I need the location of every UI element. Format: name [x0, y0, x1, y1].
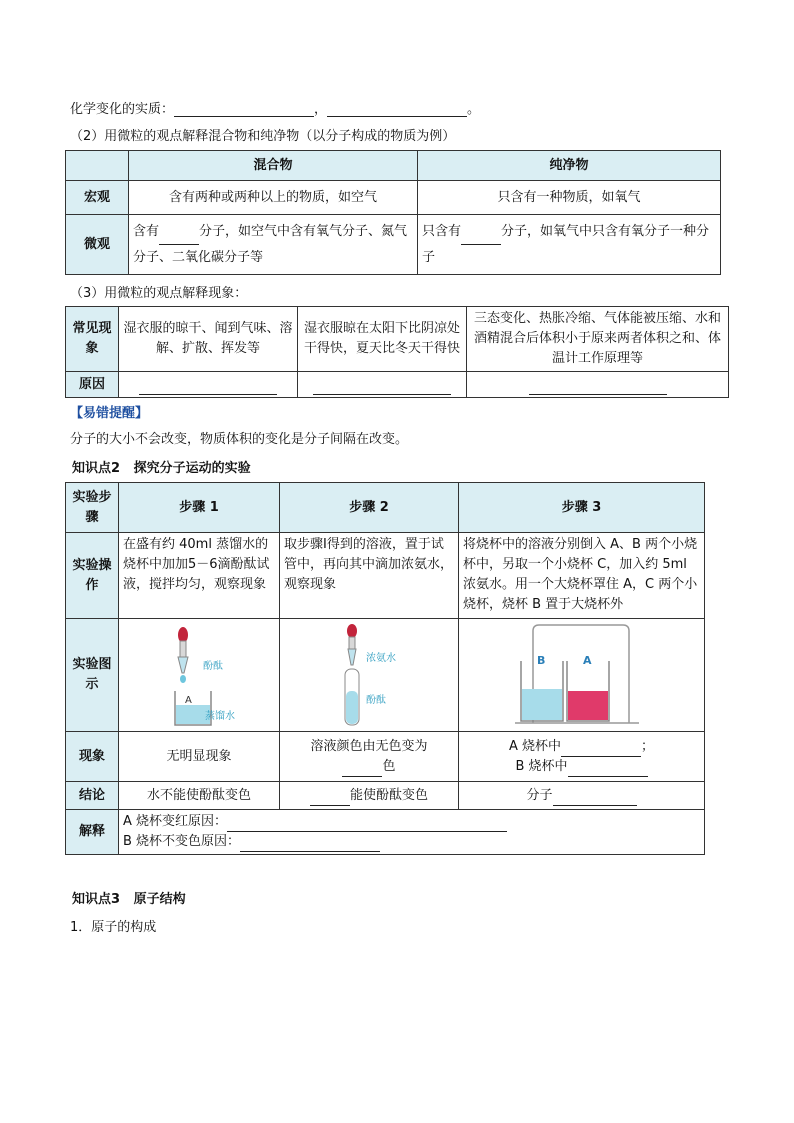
macro-mixture: 含有两种或两种以上的物质，如空气 [129, 181, 418, 215]
row-figure: 实验图示 [66, 619, 119, 732]
phenomenon-2: 湿衣服晾在太阳下比阴凉处干得快，夏天比冬天干得快 [298, 307, 467, 372]
beakers-figure [463, 621, 693, 729]
phenomenon-step-1: 无明显现象 [119, 732, 280, 782]
blank [174, 102, 314, 117]
comma: ， [314, 102, 328, 117]
conclusion-3: 分子 [459, 782, 705, 810]
reason-1 [119, 372, 298, 398]
label-b: B [537, 654, 546, 667]
header-empty [66, 151, 129, 181]
tip-text: 分子的大小不会改变，物质体积的变化是分子间隔在改变。 [70, 432, 409, 447]
header-step-3: 步骤 3 [459, 483, 705, 533]
row-conclusion: 结论 [66, 782, 119, 810]
explanation: A 烧杯变红原因： B 烧杯不变色原因： [119, 810, 705, 855]
phenomenon-3: 三态变化、热胀冷缩、气体能被压缩、水和酒精混合后体积小于原来两者体积之和、体温计工作原理等 [467, 307, 729, 372]
knowledge-point-2: 知识点2 探究分子运动的实验 [72, 461, 251, 476]
fill-in-line [70, 98, 480, 117]
experiment-table [65, 482, 705, 855]
dropper-tube-figure [284, 621, 454, 729]
row-operation: 实验操作 [66, 533, 119, 619]
reason-3 [467, 372, 729, 398]
figure-3 [459, 619, 705, 732]
header-mixture: 混合物 [129, 151, 418, 181]
row-macro: 宏观 [66, 181, 129, 215]
blank [327, 102, 467, 117]
item-1: 1．原子的构成 [70, 920, 157, 935]
tip-title: 【易错提醒】 [70, 406, 149, 421]
figure-1 [119, 619, 280, 732]
label-distilled-water: 蒸馏水 [205, 711, 235, 722]
label-a: A [185, 695, 192, 706]
label-phenolphthalein-2: 酚酞 [366, 695, 386, 706]
row-reason: 原因 [66, 372, 119, 398]
micro-pure: 只含有 分子，如氧气中只含有氧分子一种分子 [418, 215, 721, 275]
header-steps: 实验步骤 [66, 483, 119, 533]
label-phenolphthalein: 酚酞 [203, 661, 223, 672]
row-micro: 微观 [66, 215, 129, 275]
conclusion-2: 能使酚酞变色 [280, 782, 459, 810]
line-label: 化学变化的实质： [70, 102, 175, 117]
dropper-beaker-figure [123, 621, 273, 729]
figure-2 [280, 619, 459, 732]
row-phenomenon: 现象 [66, 732, 119, 782]
header-step-2: 步骤 2 [280, 483, 459, 533]
operation-2: 取步骤Ⅰ得到的溶液，置于试管中，再向其中滴加浓氨水，观察现象 [280, 533, 459, 619]
header-step-1: 步骤 1 [119, 483, 280, 533]
phenomenon-1: 湿衣服的晾干、闻到气味、溶解、扩散、挥发等 [119, 307, 298, 372]
operation-3: 将烧杯中的溶液分别倒入 A、B 两个小烧杯中，另取一个小烧杯 C，加入约 5ml 浓氨水。用一个大烧杯罩住 A，C 两个小烧杯，烧杯 B 置于大烧杯外 [459, 533, 705, 619]
section-3-title: （3）用微粒的观点解释现象： [70, 286, 248, 301]
period: 。 [467, 102, 481, 117]
knowledge-point-3: 知识点3 原子结构 [72, 892, 186, 907]
mixture-pure-table [65, 150, 721, 275]
section-2-title: （2）用微粒的观点解释混合物和纯净物（以分子构成的物质为例） [70, 129, 456, 144]
phenomena-table [65, 306, 729, 398]
conclusion-1: 水不能使酚酞变色 [119, 782, 280, 810]
phenomenon-step-2: 溶液颜色由无色变为 色 [280, 732, 459, 782]
header-pure: 纯净物 [418, 151, 721, 181]
row-phenomena: 常见现象 [66, 307, 119, 372]
row-explanation: 解释 [66, 810, 119, 855]
micro-mixture: 含有 分子，如空气中含有氧气分子、氮气分子、二氧化碳分子等 [129, 215, 418, 275]
label-ammonia: 浓氨水 [366, 653, 396, 664]
macro-pure: 只含有一种物质，如氧气 [418, 181, 721, 215]
phenomenon-step-3: A 烧杯中 ； B 烧杯中 [459, 732, 705, 782]
label-a-2: A [583, 654, 592, 667]
reason-2 [298, 372, 467, 398]
operation-1: 在盛有约 40ml 蒸馏水的烧杯中加加5－6滴酚酞试液，搅拌均匀，观察现象 [119, 533, 280, 619]
